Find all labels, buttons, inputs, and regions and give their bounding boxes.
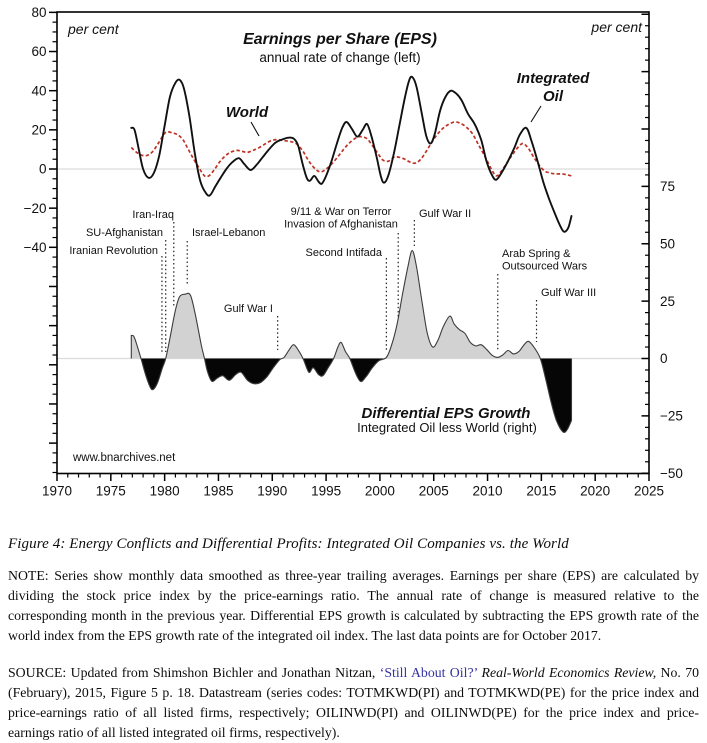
- watermark-url: www.bnarchives.net: [73, 452, 176, 464]
- event-label: Israel-Lebanon: [192, 227, 266, 239]
- left-axis-label: 0: [38, 161, 47, 177]
- x-axis-label: 1995: [311, 483, 342, 499]
- x-axis-label: 2005: [418, 483, 449, 499]
- x-axis-label: 1990: [257, 483, 288, 499]
- x-axis-label: 1970: [41, 483, 73, 499]
- event-label: Outsourced Wars: [502, 260, 588, 273]
- x-axis-label: 1975: [95, 483, 126, 499]
- event-label: Gulf War II: [419, 208, 472, 220]
- series-label-integrated-oil: Integrated: [516, 70, 590, 87]
- x-axis-label: 2020: [580, 483, 611, 499]
- source-text: [8, 665, 699, 740]
- source-text-part: No. 70 (February), 2015, Figure 5 p. 18. Datastream (series codes: TOTMKWD(PI) and TOTMKWD(PE) for the price index and price-earnings ratio of all listed firms, respectively; OILINWD(PI) and OILINWD(PE) for the price index and price-earnings ratio of all listed integrated oil firms, respectively).: [8, 665, 699, 740]
- x-axis-label: 2010: [472, 483, 503, 499]
- still-about-oil-link[interactable]: ‘Still About Oil?’: [379, 665, 478, 680]
- left-axis-label: 60: [31, 44, 47, 60]
- left-axis-label: 80: [31, 5, 47, 21]
- x-axis-label: 2000: [364, 483, 395, 499]
- unit-label-left: per cent: [68, 21, 119, 37]
- series-label-world: World: [225, 104, 269, 121]
- source-paragraph: [8, 663, 699, 743]
- figure-caption: Figure 4: Energy Conflicts and Differential Profits: Integrated Oil Companies vs. the World: [8, 536, 569, 552]
- right-axis-label: −50: [660, 465, 683, 481]
- event-label: Iran-Iraq: [132, 209, 174, 221]
- x-axis-label: 2025: [633, 483, 665, 499]
- source-text-part: SOURCE: Updated from Shimshon Bichler and Jonathan Nitzan,: [8, 665, 380, 680]
- series-label-pointer: [531, 106, 541, 122]
- right-axis-label: 25: [660, 293, 676, 309]
- right-axis-label: 75: [660, 179, 676, 195]
- differential-title: Differential EPS Growth: [361, 405, 531, 422]
- event-label: Invasion of Afghanistan: [284, 218, 398, 231]
- right-axis-label: 50: [660, 236, 676, 252]
- left-axis-label: −20: [23, 200, 47, 216]
- event-label: Second Intifada: [305, 247, 382, 259]
- event-label: Gulf War III: [541, 287, 597, 299]
- right-axis-label: 0: [660, 351, 668, 367]
- figure-text: [8, 530, 699, 743]
- note-paragraph: NOTE: Series show monthly data smoothed as three-year trailing averages. Earnings per share (EPS) are calculated by dividing the stock price index by the price-earnings ratio. The annual rate of change is measured relative to the corresponding month in the previous year. Differential EPS growth is calculated by subtracting the EPS growth rate of the world index from the EPS growth rate of the integrated oil index. The last data points are for October 2017.: [8, 568, 699, 643]
- event-label: Arab Spring &: [502, 248, 571, 260]
- left-axis-label: −40: [23, 240, 47, 256]
- event-label: 9/11 & War on Terror: [290, 206, 392, 218]
- series-label-pointer: [251, 122, 259, 136]
- left-axis-label: 40: [31, 83, 47, 99]
- unit-label-right: per cent: [591, 19, 642, 35]
- chart-subtitle: annual rate of change (left): [259, 50, 421, 65]
- differential-subtitle: Integrated Oil less World (right): [357, 420, 537, 435]
- source-text-part: Real-World Economics Review,: [481, 665, 657, 680]
- chart-title: Earnings per Share (EPS): [243, 31, 437, 48]
- x-axis-label: 2015: [526, 483, 557, 499]
- x-axis-label: 1985: [203, 483, 234, 499]
- event-label: Gulf War I: [223, 303, 273, 315]
- left-axis-label: 20: [31, 122, 47, 138]
- event-label: SU-Afghanistan: [85, 227, 163, 239]
- right-axis-label: −25: [660, 408, 683, 424]
- series-label-integrated-oil: Oil: [542, 88, 564, 105]
- event-label: Iranian Revolution: [69, 245, 158, 257]
- x-axis-label: 1980: [149, 483, 180, 499]
